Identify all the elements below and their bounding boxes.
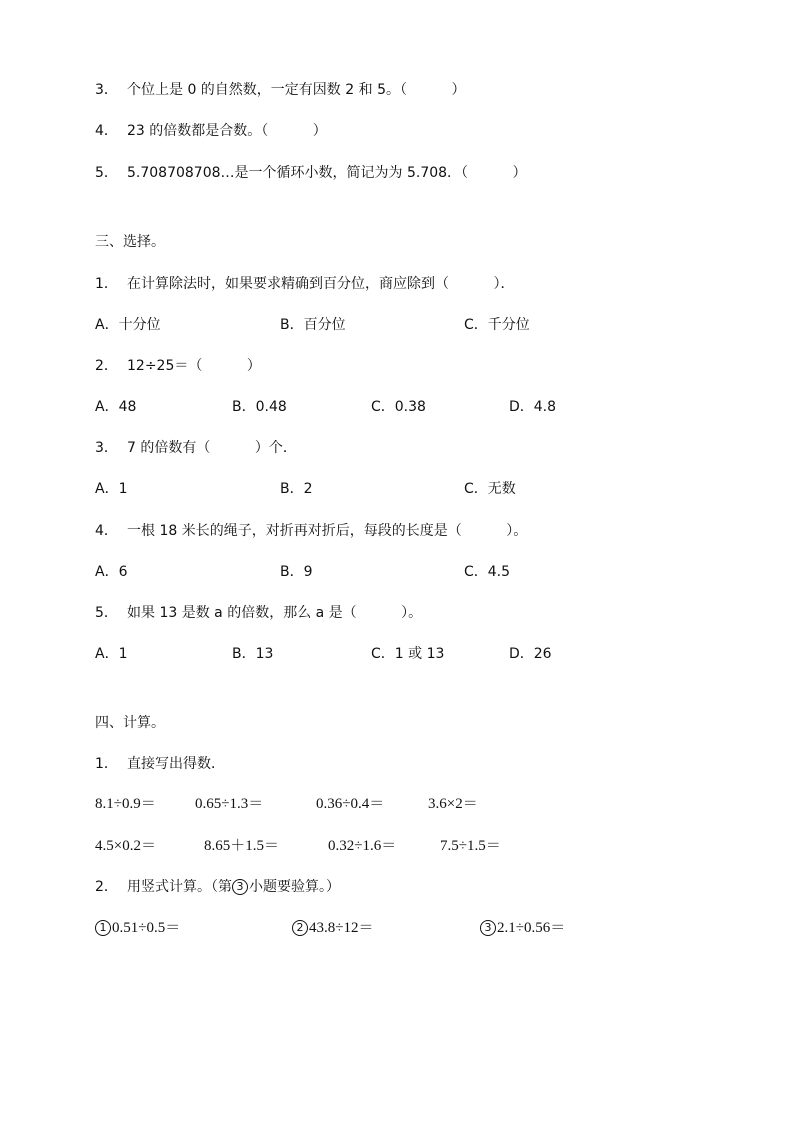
option-c: C．4.5 [464,564,511,580]
calc-expr: 0.65÷1.3＝ [195,796,264,812]
option-b: B．2 [280,481,313,497]
calc-expr: 0.36÷0.4＝ [316,796,385,812]
circled-number: 2 [292,920,308,936]
question-text: 一根 18 米长的绳子，对折再对折后，每段的长度是（ ）。 [127,523,528,539]
section-title-choice: 三、选择。 [95,234,165,250]
option-a: A．48 [95,399,137,415]
option-c: C．0.38 [371,399,426,415]
question-text: 如果 13 是数 a 的倍数，那么 a 是（ ）。 [127,605,423,621]
question-text: 在计算除法时，如果要求精确到百分位，商应除到（ ）． [127,276,515,292]
question-text-a: 用竖式计算。（第 [127,879,232,895]
item-number: 4． [95,123,118,139]
option-d: D．4.8 [509,399,557,415]
option-a: A．6 [95,564,128,580]
calc-expr: 3.6×2＝ [428,796,478,812]
question-text-b: 小题要验算。） [249,879,340,895]
calc-expr: 43.8÷12＝ [309,920,374,936]
section-title-calc: 四、计算。 [95,715,165,731]
vertical-calc-item-2 [292,918,373,938]
item-text: 5.708708708…是一个循环小数，简记为为 5.708．（ ） [127,165,527,181]
option-a: A．1 [95,646,128,662]
calc-expr: 8.1÷0.9＝ [95,796,156,812]
option-a: A．1 [95,481,128,497]
calc-expr: 0.51÷0.5＝ [112,920,181,936]
vertical-calc-item-3 [480,918,565,938]
question-number: 3． [95,440,118,456]
calc-question-1 [95,754,225,774]
item-number: 3． [95,82,118,98]
option-c: C．1 或 13 [371,646,445,662]
question-text: 12÷25＝（ ） [127,358,261,374]
circled-number: 1 [95,920,111,936]
option-b: B．0.48 [232,399,287,415]
choice-question-5 [95,603,422,623]
option-b: B．9 [280,564,313,580]
item-text: 23 的倍数都是合数。（ ） [127,123,327,139]
question-number: 5． [95,605,118,621]
option-d: D．26 [509,646,552,662]
option-c: C．无数 [464,481,516,497]
option-c: C．千分位 [464,317,530,333]
question-number: 1． [95,756,118,772]
calc-expr: 2.1÷0.56＝ [497,920,566,936]
vertical-calc-item-1 [95,918,180,938]
choice-question-2 [95,356,261,376]
calc-expr: 7.5÷1.5＝ [440,838,501,854]
judge-item-5 [95,163,527,183]
question-number: 4． [95,523,118,539]
circled-number: 3 [480,920,496,936]
choice-question-4 [95,521,527,541]
question-number: 2． [95,358,118,374]
question-text: 直接写出得数． [127,756,225,772]
choice-question-1 [95,274,515,294]
question-number: 2． [95,879,118,895]
item-text: 个位上是 0 的自然数，一定有因数 2 和 5。（ ） [127,82,466,98]
judge-item-3 [95,80,465,100]
choice-question-3 [95,438,297,458]
option-b: B．13 [232,646,274,662]
calc-expr: 0.32÷1.6＝ [328,838,397,854]
circled-number-ref: 3 [232,879,248,895]
question-text: 7 的倍数有（ ）个． [127,440,297,456]
calc-expr: 8.65＋1.5＝ [204,838,280,854]
option-a: A．十分位 [95,317,161,333]
item-number: 5． [95,165,118,181]
calc-question-2 [95,877,340,897]
question-number: 1． [95,276,118,292]
judge-item-4 [95,121,327,141]
calc-expr: 4.5×0.2＝ [95,838,156,854]
option-b: B．百分位 [280,317,346,333]
